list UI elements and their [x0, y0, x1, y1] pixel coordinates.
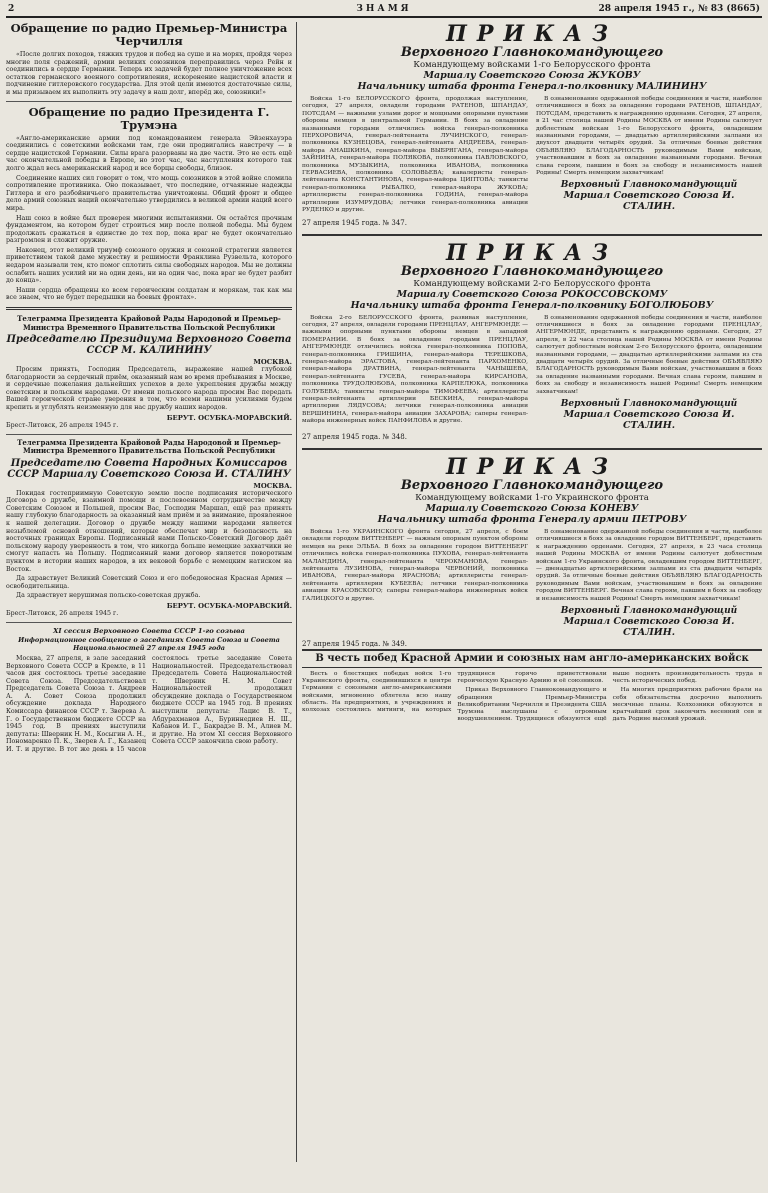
left-column [6, 22, 292, 1188]
churchill-text: «После долгих походов, тяжких трудов и побед на суше и на морях, пройдя через многие поля сражений, армии великих союзников переправились через Рейн и соединились в сердце Германии. Теперь их задачей будет полное уничтожение всех остатков германского военного сопротивления, искоренение нацистской власти и подчинение гитлеровского государства. Для этой цели имеются достаточные силы, и мы призываем их выполнить эту задачу в наш долг, вперёд же, союзники!» [6, 51, 292, 96]
divider [6, 622, 292, 623]
order-signature [536, 606, 762, 638]
truman-text-1: «Англо-американские армии под командованием генерала Эйзенхауэра соединились с советскими войсками там, где они продвигались навстречу — в сердце нацистской Германии. Силы врага разорваны на две части. Это не есть ещё час окончательной победы в Европе, но этот час, час наступления которого так долго ждал весь американский народ и все борцы свободы, близок. [6, 134, 292, 172]
order-addressee: Командующему войсками 1-го Украинского фронта [415, 492, 649, 503]
order-date: 27 апреля 1945 года. № 348. [302, 432, 407, 441]
order-issuer: Верховного Главнокомандующего [400, 477, 664, 493]
order-body [302, 96, 762, 217]
telegram1-address: Председателю Президиума Верховного Совета СССР М. КАЛИНИНУ [6, 334, 292, 357]
order-title: ПРИКАЗ [446, 22, 618, 47]
order-347 [302, 22, 762, 228]
telegram2-city: МОСКВА. [253, 481, 292, 490]
divider [302, 448, 762, 450]
truman-text-2: Соединение наших сил говорит о том, что мощь союзников в этой войне сломила сопротивление противника. Оно показывает, что последние, отчаянные надежды Гитлера и его разбойничьего правительства уничтожены. Общий фронт и общее дело армий союзных наций окончательно утвердились в великой армии наций всего мира. [6, 174, 292, 212]
issue-date: 28 апреля 1945 г., № 83 (8665) [598, 4, 760, 14]
divider [302, 234, 762, 236]
banner-text-2: Приказ Верховного Главнокомандующего и обращения Премьер-Министра Великобритании Черчилля и Президента США Трумэна выслушаны с огромным воодушевлением. Трудящиеся обязуются ещё выше поднять производительность труда в честь исторических побед. [457, 671, 762, 723]
order-marshal: Маршалу Советского Союза РОКОССОВСКОМУ [396, 288, 668, 300]
telegram2-text: Покидая гостеприимную Советскую землю после подписания исторического Договора о дружбе, взаимной помощи и послевоенном сотрудничестве между Советским Союзом и Польшей, просим Вас, Господин Маршал, ещё раз принять нашу глубокую благодарность за оказанный нам приём и за внимание, проявленное к нашей делегации. Договор о дружбе между нашими народами является незыблемой основой отношений, которые обеспечат мир и безопасность на восточных границах Европы. Подписанный нами Польско-Советский Договор даёт польскому народу уверенность в том, что никогда больше немецкие захватчики не смогут напасть на Польшу. Подписанный нами договор является поворотным пунктом в истории наших народов, в их вековой борьбе с немецким натиском на Восток. [6, 489, 292, 573]
signature-name: Маршал Советского Союза И. СТАЛИН. [563, 190, 735, 213]
page-number: 2 [8, 4, 15, 14]
order-chief-of-staff: Начальнику штаба фронта Генерал-полковнику БОГОЛЮБОВУ [350, 299, 714, 311]
truman-text-5: Наши сердца обращены ко всем героическим солдатам и морякам, так как мы все знаем, что не будет передышки на боевых фронтах». [6, 286, 292, 302]
telegram1-intro: Телеграмма Президента Крайовой Рады Народовой и Премьер-Министра Временного Правительства Польской Республики [17, 314, 281, 332]
banner-text-1: Весть о блестящих победах войск 1-го Украинского фронта, соединившихся в центре Германии с союзными англо-американскими войсками, мгновенно облетела всю нашу область. На предприятиях, в учреждениях и колхозах состоялись митинги, на которых трудящиеся горячо приветствовали героическую Красную Армию и её союзников. [302, 671, 607, 714]
signature-title: Верховный Главнокомандующий [560, 398, 738, 409]
order-title: ПРИКАЗ [446, 239, 618, 266]
column-rule [296, 22, 297, 1162]
telegram2-place: Брест-Литовск, 26 апреля 1945 г. [6, 609, 119, 617]
order-marshal: Маршалу Советского Союза КОНЕВУ [425, 502, 639, 514]
divider [6, 101, 292, 102]
divider [6, 434, 292, 435]
order-addressee: Командующему войсками 2-го Белорусского фронта [413, 278, 651, 289]
truman-title: Обращение по радио Президента Г. Трумэна [28, 104, 270, 132]
order-body [302, 529, 762, 638]
order-text-1: Войска 1-го БЕЛОРУССКОГО фронта, продолжая наступление, сегодня, 27 апреля, овладели городами РАТЕНОВ, ШПАНДАУ, ПОТСДАМ — важными узлами дорог и мощными опорными пунктами обороны немцев в центральной Германии. В боях за овладение названными городами отличились войска генерал-полковника ПЕРХОРОВИЧА, генерал-лейтенанта ЛУЧИНСКОГО, генерал-полковника КУЗНЕЦОВА, генерал-лейтенанта АНДРЕЕВА, генерал-майора АНАШКИНА, генерал-майора ВЫБРЯГАНА, генерал-майора ЗАЙНИНА, генерал-майора ПОЛЯКОВА, полковника ПАВЛОВСКОГО, полковника МУЗЫКИНА, полковника ИВАНОВА, полковника ГЕРВАСИЕВА, полковника СОЛОВЬЕВА; кавалеристы генерал-лейтенанта КОНСТАНТИНОВА, генерал-майора ЦИПТОВА; танкисты генерал-полковника РЫБАЛКО, генерал-майора ЖУКОВА; артиллеристы генерал-полковника ГОДИНА, генерал-майора артиллерии ИЗУМРУДОВА; летчики генерал-полковника авиации РУДЕНКО и другие. [302, 96, 528, 214]
order-date: 27 апреля 1945 года. № 347. [302, 218, 407, 227]
order-body [302, 315, 762, 431]
order-signature [536, 399, 762, 431]
order-issuer: Верховного Главнокомандующего [400, 263, 664, 279]
truman-text-4: Наконец, этот великий триумф союзного оружия и союзной стратегии является приветствием такой даме мужеству и решимости Франклина Рузвельта, которого недаром называли тем, кто помог сплотить силы свободных народов. Мы не должны ослабить наших усилий ни на один день, ни на один час, пока враг не будет разбит до конца». [6, 246, 292, 285]
order-348 [302, 241, 762, 442]
signature-name: Маршал Советского Союза И. СТАЛИН. [563, 616, 735, 639]
session-columns [6, 655, 292, 754]
session-title: XI сессия Верховного Совета СССР 1-го созыва [53, 626, 245, 635]
telegram1-city: МОСКВА. [253, 358, 292, 367]
masthead [6, 2, 762, 18]
order-title: ПРИКАЗ [446, 453, 618, 480]
order-text-2: В ознаменование одержанной победы соединения и части, наиболее отличившиеся в боях за овладение городами ПРЕНЦЛАУ, АНГЕРМЮНДЕ, представить к награждению орденами. Сегодня, 27 апреля, в 22 часа столица нашей Родины МОСКВА от имени Родины салютует доблестным войскам 2-го Белорусского фронта, овладевшим названными городами, — двадцатью артиллерийскими залпами из ста двадцати четырёх орудий. За отличные боевые действия ОБЪЯВЛЯЮ БЛАГОДАРНОСТЬ руководимым Вами войскам, участвовавшим в боях за овладение названными городами. Вечная слава героям, павшим в боях за свободу и независимость нашей Родины! Смерть немецким захватчикам! [536, 314, 762, 395]
order-signature [536, 180, 762, 212]
order-text-2: В ознаменование одержанной победы соединения и части, наиболее отличившиеся в боях за овладение городами РАТЕНОВ, ШПАНДАУ, ПОТСДАМ, представить к награждению орденами. Сегодня, 27 апреля, в 21 час столица нашей Родины МОСКВА от имени Родины салютует доблестным войскам 1-го Белорусского фронта, овладевшим названными городами, — двадцатью артиллерийскими залпами из двухсот двадцати четырёх орудий. За отличные боевые действия ОБЪЯВЛЯЮ БЛАГОДАРНОСТЬ руководимым Вами войскам, участвовавшим в боях за овладение названными городами. Вечная слава героям, павшим в боях за свободу и независимость нашей Родины! Смерть немецким захватчикам! [536, 96, 762, 177]
signature-title: Верховный Главнокомандующий [560, 180, 738, 191]
truman-text-3: Наш союз в войне был проверен многими испытаниями. Он остаётся прочным фундаментом, на котором будет строиться мир после полной победы. Мы будем продолжать сражаться в единстве до тех пор, пока враг не будет окончательно разгромлен и сложит оружие. [6, 214, 292, 245]
telegram1-place: Брест-Литовск, 26 апреля 1945 г. [6, 421, 119, 429]
signature-name: Маршал Советского Союза И. СТАЛИН. [563, 408, 735, 431]
newspaper-name: ЗНАМЯ [356, 4, 412, 14]
telegram1-sign: БЕРУТ. ОСУБКА-МОРАВСКИЙ. [166, 413, 292, 422]
telegram1-text: Просим принять, Господин Председатель, выражение нашей глубокой благодарности за сердечный приём, оказанный нам во время пребывания в Москве, и сердечные пожелания дальнейших успехов в деле укрепления дружбы между советским и польским народами. От имени польского народа просим Вас передать Вашей героической стране уверения в том, что всеми нашими усилиями будем крепить и углублять неизменную для нас дружбу наших народов. [6, 366, 292, 411]
banner-title: В честь побед Красной Армии и союзных нам англо-американских войск [302, 649, 762, 668]
telegram2-wish2: Да здравствует нерушимая польско-советская дружба. [16, 592, 201, 600]
telegram2-sign: БЕРУТ. ОСУБКА-МОРАВСКИЙ. [166, 601, 292, 610]
telegram2-intro: Телеграмма Президента Крайовой Рады Народовой и Премьер-Министра Временного Правительства Польской Республики [17, 437, 281, 456]
banner-columns [302, 671, 762, 723]
telegram2-address: Председателю Совета Народных Комиссаров СССР Маршалу Советского Союза И. СТАЛИНУ [7, 457, 291, 480]
order-addressee: Командующему войсками 1-го Белорусского фронта [413, 60, 651, 70]
order-text-2: В ознаменование одержанной победы соединения и части, наиболее отличившиеся в боях за овладение городом ВИТТЕНБЕРГ, представить к награждению орденами. Сегодня, 27 апреля, в 23 часа столица нашей Родины МОСКВА от имени Родины салютует доблестным войскам 1-го Украинского фронта, овладевшим городом ВИТТЕНБЕРГ, — двенадцатью артиллерийскими залпами из ста двадцати четырёх орудий. За отличные боевые действия ОБЪЯВЛЯЮ БЛАГОДАРНОСТЬ руководимым Вами войскам, участвовавшим в боях за овладение городом ВИТТЕНБЕРГ. Вечная слава героям, павшим в боях за свободу и независимость нашей Родины! Смерть немецким захватчикам! [536, 528, 762, 602]
order-text-1: Войска 1-го УКРАИНСКОГО фронта сегодня, 27 апреля, с боем овладели городом ВИТТЕНБЕРГ — важным опорным пунктом обороны немцев на реке ЭЛЬБА. В боях за овладение городом ВИТТЕНБЕРГ отличились войска генерал-полковника ПУХОВА, генерал-лейтенанта МАЛАНДИНА, генерал-лейтенанта ЧЕРОКМАНОВА, генерал-лейтенанта ЛУЗИНОВА, генерал-майора ЧЕРВОНИЙ, полковника ИВАНОВА, генерал-майора ЯРАСНОВА; артиллеристы генерал-лейтенанта артиллерии КУБЕЕВА; летчики генерал-полковника авиации КРАСОВСКОГО; саперы генерал-майора инженерных войск ГАЛИЦКОГО и другие. [302, 528, 528, 602]
order-text-1: Войска 2-го БЕЛОРУССКОГО фронта, развивая наступление, сегодня, 27 апреля, овладели городами ПРЕНЦЛАУ, АНГЕРМЮНДЕ — важными опорными пунктами обороны немцев в западной ПОМЕРАНИИ. В боях за овладение городами ПРЕНЦЛАУ, АНГЕРМЮНДЕ отличились войска генерал-полковника ПОПОВА, генерал-полковника ГРИШИНА, генерал-майора ТЕРЕШКОВА, генерал-майора ЭРАСТОВА, генерал-лейтенанта ПАРХОМЕНКО, генерал-майора ДРАТВИНА, генерал-лейтенанта ЧАНЫШЕВА, генерал-лейтенанта ГУСЕВА, генерал-майора КИРСАНОВА, полковника ТРУДОЛЮБОВА, полковника КАРПЕЛЮКА, полковника ГОЛУБЕВА; танкисты генерал-майора ТИМОФЕЕВА; артиллеристы генерал-лейтенанта артиллерии БЕСКИНА, генерал-майора артиллерии ЛЯДУСОВА; летчики генерал-полковника авиации ВЕРШИНИНА, генерал-майора авиации ЗАХАРОВА; саперы генерал-майора инженерных войск ПАНФИЛОВА и другие. [302, 314, 528, 425]
order-issuer: Верховного Главнокомандующего [400, 45, 664, 60]
order-date: 27 апреля 1945 года. № 349. [302, 640, 407, 649]
session-subtitle: Информационное сообщение о заседаниях Совета Союза и Совета Национальностей 27 апреля 1945 года [18, 635, 280, 652]
session-text: Москва, 27 апреля, в зале заседаний Верховного Совета СССР в Кремле, в 11 часов дня состоялось третье заседание Совета Союза. Председательствовал Председатель Совета Союза т. Андреев А. А. Совет Союза продолжил обсуждение доклада Народного Комиссара финансов СССР т. Зверева А. Г. о Государственном бюджете СССР на 1945 год. В прениях выступили депутаты: Шверник Н. М., Косыгин А. Н., Пономаренко П. К., Зверев А. Г., Казанец И. Т. и другие. В тот же день в 15 часов состоялось третье заседание Совета Национальностей. Председательствовал Председатель Совета Национальностей т. Шверник Н. М. Совет Национальностей продолжил обсуждение доклада о Государственном бюджете СССР на 1945 год. В прениях выступили депутаты: Лацис В. Т., Абдурахманов А., Буриннедиев Н. Ш., Кабанов И. Г., Бакрадзе В. М., Алиев М. и другие. На этом XI сессия Верховного Совета СССР закончила свою работу. [6, 654, 292, 754]
signature-title: Верховный Главнокомандующий [560, 606, 738, 617]
order-marshal: Маршалу Советского Союза ЖУКОВУ [423, 70, 641, 81]
right-column [302, 22, 762, 1162]
order-chief-of-staff: Начальнику штаба фронта Генерал-полковнику МАЛИНИНУ [357, 81, 707, 92]
order-chief-of-staff: Начальнику штаба фронта Генералу армии ПЕТРОВУ [377, 513, 687, 525]
telegram2-wish: Да здравствует Великий Советский Союз и его победоносная Красная Армия — освободительница. [6, 575, 292, 590]
order-349 [302, 455, 762, 649]
banner-text-3: На многих предприятиях рабочие брали на себя обязательства досрочно выполнить месячные планы. Колхозники обязуются в кратчайший срок закончить весенний сев и дать Родине высокий урожай. [612, 687, 762, 723]
churchill-title: Обращение по радио Премьер-Министра Черчилля [10, 22, 288, 48]
divider [6, 307, 292, 310]
